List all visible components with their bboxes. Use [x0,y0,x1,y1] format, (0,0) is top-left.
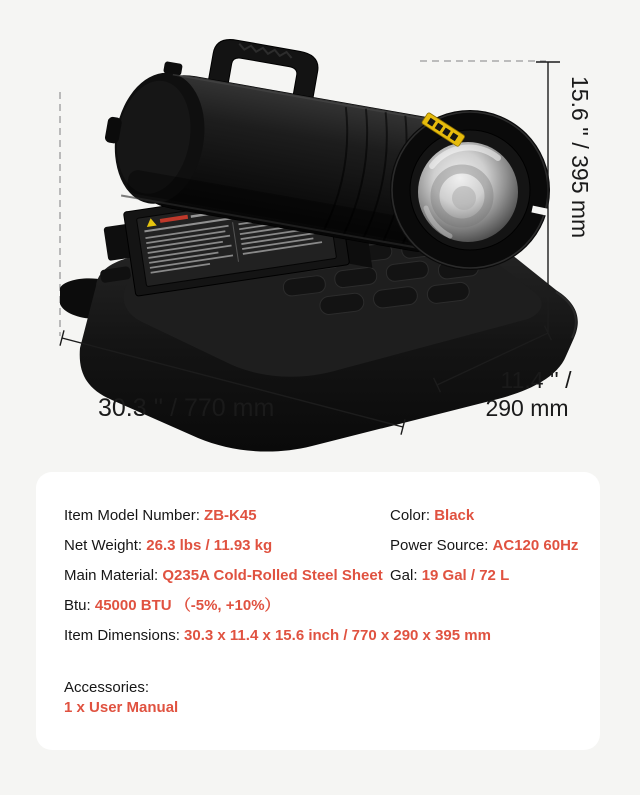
spec-grid [64,506,590,646]
spec-label: Btu: [64,597,95,614]
spec-btu [64,596,590,616]
spec-card [36,472,600,750]
spec-value: ZB-K45 [204,507,257,524]
spec-label: Color: [390,507,435,524]
spec-label: Item Model Number: [64,507,205,524]
spec-value: 45000 BTU （-5%, +10%） [94,597,280,614]
spec-item-dimensions [64,626,590,646]
width-dimension-label-line2: 290 mm [485,395,569,421]
accessories-value: 1 x User Manual [64,699,179,716]
spec-value: AC120 60Hz [492,537,579,554]
width-dimension-label-line1: 11.4 '' / [500,367,572,393]
heater-front-lens [390,110,556,270]
length-dimension-label: 30.3 '' / 770 mm [98,394,275,422]
spec-label: Item Dimensions: [64,627,185,644]
accessories-block [64,678,178,718]
spec-net-weight [64,536,390,556]
spec-value: Black [434,507,475,524]
spec-value: 26.3 lbs / 11.93 kg [146,537,273,554]
spec-value: 19 Gal / 72 L [421,567,510,584]
spec-main-material [64,566,390,586]
spec-power-source [390,536,590,556]
spec-gal [390,566,590,586]
spec-color [390,506,590,526]
spec-value: 30.3 x 11.4 x 15.6 inch / 770 x 290 x 395 mm [184,627,491,644]
spec-label: Power Source: [390,537,493,554]
spec-label: Net Weight: [64,537,147,554]
height-dimension-label: 15.6 '' / 395 mm [567,76,593,239]
spec-label: Main Material: [64,567,163,584]
accessories-label: Accessories: [64,679,150,696]
spec-value: Q235A Cold-Rolled Steel Sheet [162,567,383,584]
spec-label: Gal: [390,567,422,584]
spec-item-model-number [64,506,390,526]
